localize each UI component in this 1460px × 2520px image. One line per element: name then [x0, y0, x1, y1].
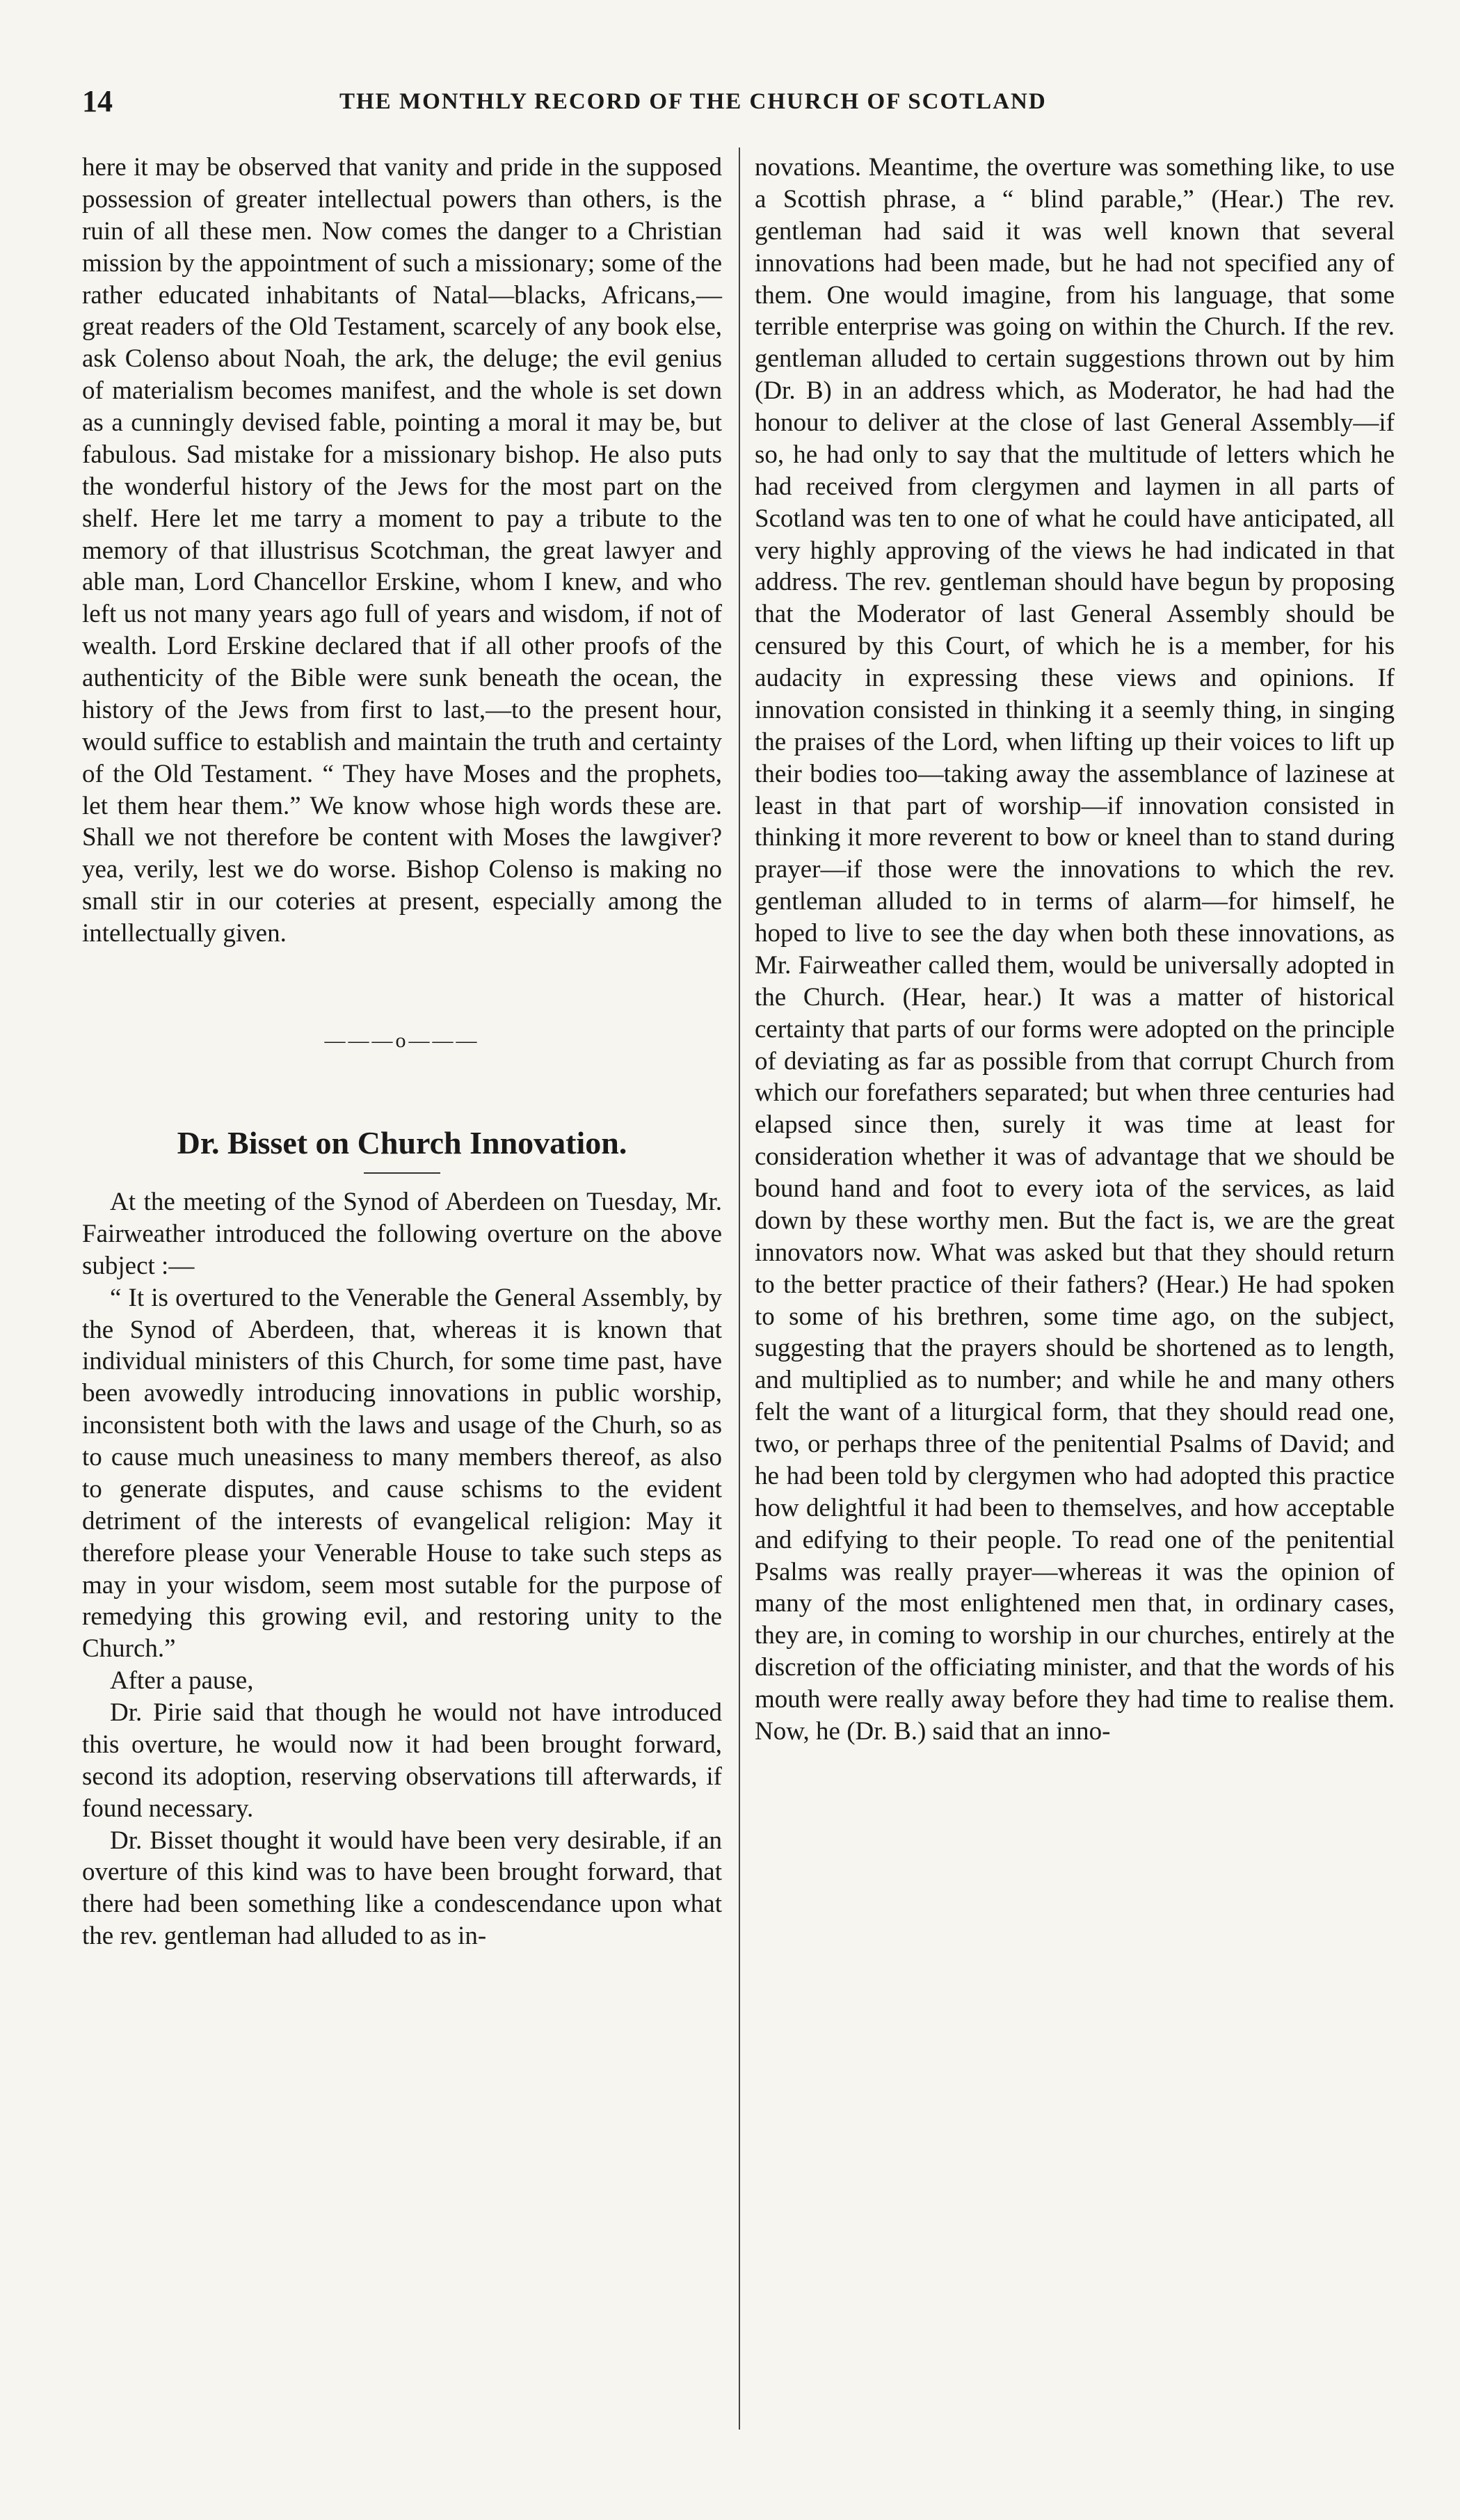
page-header	[82, 83, 1390, 125]
section-separator: ———o———	[324, 1028, 480, 1052]
article-paragraph: here it may be observed that vanity and pride in the supposed possession of greater intellectual powers than others, is the ruin of all these men. Now comes the danger to a Christian mission by the appointment of such a missionary; some of the rather educated inhabitants of Natal—blacks, Africans,—great readers of the Old Testament, scarcely of any book else, ask Colenso about Noah, the ark, the deluge; the evil genius of materialism becomes manifest, and the whole is set down as a cunningly devised fable, pointing a moral it may be, but fabulous. Sad mistake for a missionary bishop. He also puts the wonderful history of the Jews for the most part on the shelf. Here let me tarry a moment to pay a tribute to the memory of that illustrisus Scotchman, the great lawyer and able man, Lord Chancellor Erskine, whom I knew, and who left us not many years ago full of years and wisdom, if not of wealth. Lord Erskine declared that if all other proofs of the authenticity of the Bible were sunk beneath the ocean, the history of the Jews from first to last,—to the present hour, would suffice to establish and maintain the truth and certainty of the Old Testament. “ They have Moses and the prophets, let them hear them.” We know whose high words these are. Shall we not therefore be content with Moses the lawgiver? yea, verily, lest we do worse. Bishop Colenso is making no small stir in our coteries at present, especially among the intellectually given.	[82, 153, 722, 948]
right-column	[755, 152, 1395, 1748]
running-title: THE MONTHLY RECORD OF THE CHURCH OF SCOTLAND	[339, 89, 1047, 114]
overture-quote: “ It is overtured to the Venerable the General Assembly, by the Synod of Aberdeen, that, whereas it is known that individual ministers of this Church, for some time past, have been avowedly introducing innovations in public worship, inconsistent both with the laws and usage of the Churh, so as to cause much uneasiness to many members thereof, as also to generate disputes, and cause schisms to the evident detriment of the interests of evangelical religion: May it therefore please your Venerable House to take such steps as may in your wisdom, seem most sutable for the purpose of remedying this growing evil, and restoring unity to the Church.”	[82, 1283, 722, 1664]
article-paragraph: After a pause,	[110, 1666, 254, 1696]
left-column	[82, 152, 722, 1952]
column-divider	[739, 147, 740, 2430]
title-rule	[364, 1172, 440, 1174]
page-number: 14	[82, 84, 113, 118]
article-paragraph: At the meeting of the Synod of Aberdeen on Tuesday, Mr. Fairweather introduced the following overture on the above subject :—	[82, 1188, 722, 1280]
article-paragraph: novations. Meantime, the overture was something like, to use a Scottish phrase, a “ blind parable,” (Hear.) The rev. gentleman had said it was well known that several innovations had been made, but he had not specified any of them. One would imagine, from his language, that some terrible enterprise was going on within the Church. If the rev. gentleman alluded to certain suggestions thrown out by him (Dr. B) in an address which, as Moderator, he had had the honour to deliver at the close of last General Assembly—if so, he had only to say that the multitude of letters which he had received from clergymen and laymen in all parts of Scotland was ten to one of what he could have anticipated, all very highly approving of the views he had indicated in that address. The rev. gentleman should have begun by proposing that the Moderator of last General Assembly should be censured by this Court, of which he is a member, for his audacity in expressing these views and opinions. If innovation consisted in thinking it a seemly thing, in singing the praises of the Lord, when lifting up their voices to lift up their bodies too—taking away the assemblance of lazinese at least in that part of worship—if innovation consisted in thinking it more reverent to bow or kneel than to stand during prayer—if those were the innovations to which the rev. gentleman alluded to in terms of alarm—for himself, he hoped to live to see the day when both these innovations, as Mr. Fairweather called them, would be universally adopted in the Church. (Hear, hear.) It was a matter of historical certainty that parts of our forms were adopted on the principle of deviating as far as possible from that corrupt Church from which our forefathers separated; but when three centuries had elapsed since then, surely it was time at least for consideration whether it was of advantage that we should be bound hand and foot to every iota of the services, as laid down by these worthy men. But the fact is, we are the great innovators now. What was asked but that they should return to the better practice of their fathers? (Hear.) He had spoken to some of his brethren, some time ago, on the subject, suggesting that the prayers should be shortened as to length, and multiplied as to number; and while he and many others felt the want of a liturgical form, that they should read one, two, or perhaps three of the penitential Psalms of David; and he had been told by clergymen who had adopted this practice how delightful it had been to themselves, and how acceptable and edifying to their people. To read one of the penitential Psalms was really prayer—whereas it was the opinion of many of the most enlightened men that, in ordinary cases, they are, in coming to worship in our churches, entirely at the discretion of the officiating minister, and that the words of his mouth were really away before they had time to realise them. Now, he (Dr. B.) said that an inno-	[755, 153, 1395, 1746]
article-paragraph: Dr. Pirie said that though he would not have introduced this overture, he would now it had been brought forward, second its adoption, reserving observations till afterwards, if found necessary.	[82, 1698, 722, 1823]
article-paragraph: Dr. Bisset thought it would have been very desirable, if an overture of this kind was to have been brought forward, that there had been something like a condescendance upon what the rev. gentleman had alluded to as in-	[82, 1826, 722, 1951]
section-title: Dr. Bisset on Church Innovation.	[177, 1125, 627, 1161]
